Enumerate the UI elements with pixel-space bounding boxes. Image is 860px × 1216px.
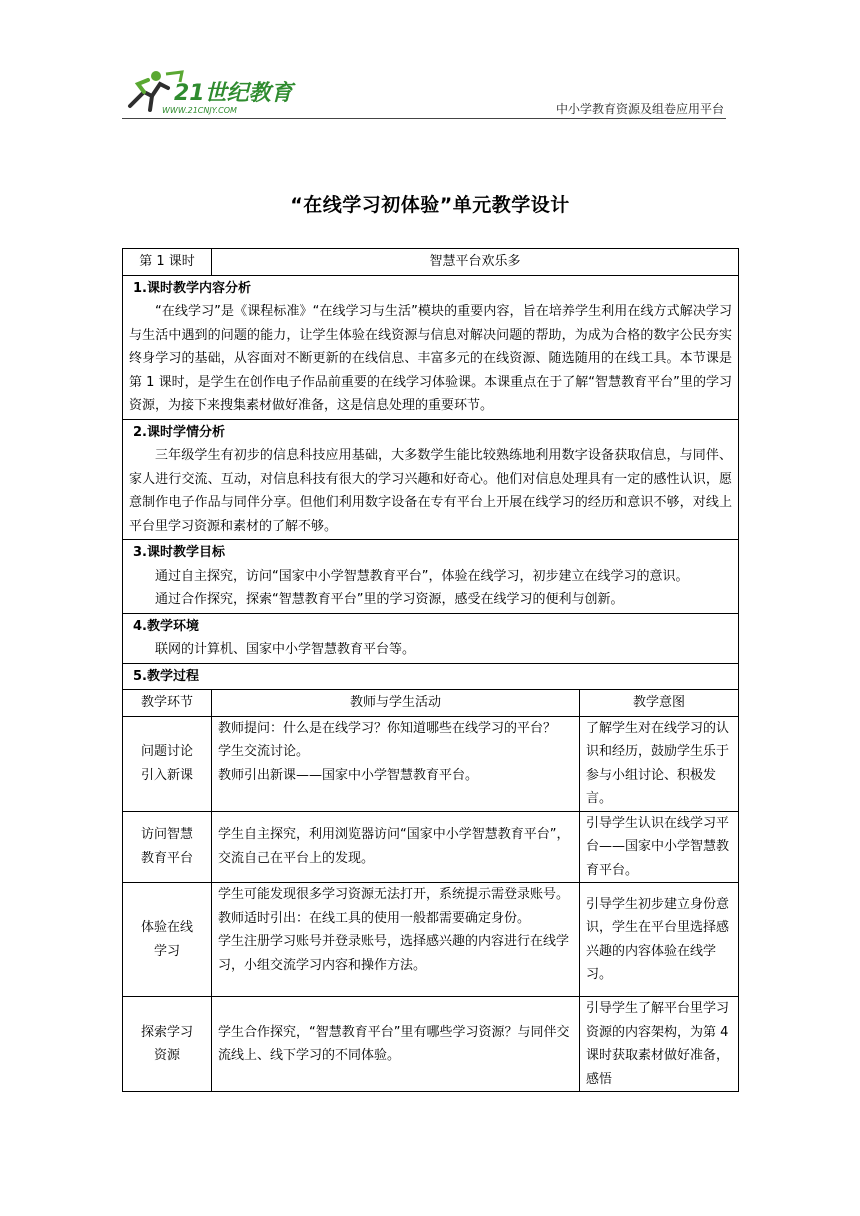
- process-row: [123, 716, 739, 811]
- runner-logo-icon: [122, 66, 322, 116]
- activity-cell: [212, 883, 580, 997]
- svg-text:21世纪教育: 21世纪教育: [174, 81, 293, 106]
- section-text: 三年级学生有初步的信息科技应用基础，大多数学生能比较熟练地利用数字设备获取信息，与同伴、家人进行交流、互动，对信息科技有很大的学习兴趣和好奇心。他们对信息处理具有一定的感性认识，愿意制作电子作品与同伴分享。但他们利用数字设备在专有平台上开展在线学习的经历和意识不够，对线上平台里学习资源和素材的了解不够。: [129, 448, 733, 534]
- section-text: “在线学习”是《课程标准》“在线学习与生活”模块的重要内容，旨在培养学生利用在线方式解决学习与生活中遇到的问题的能力，让学生体验在线资源与信息对解决问题的帮助，为成为合格的数字公民夯实终身学习的基础，从容面对不断更新的在线信息、丰富多元的在线资源、随选随用的在线工具。本节课是第 1 课时，是学生在创作电子作品前重要的在线学习体验课。本课重点在于了解“智慧教育平台”里的学习资源，为接下来搜集素材做好准备，这是信息处理的重要环节。: [129, 304, 733, 413]
- header-divider: [122, 118, 726, 119]
- stage-name-line: 探索学习: [140, 1024, 193, 1040]
- activity-line: 学生自主探究，利用浏览器访问“国家中小学智慧教育平台”，交流自己在平台上的发现。: [218, 827, 570, 866]
- activity-line: 教师提问：什么是在线学习？你知道哪些在线学习的平台？: [218, 720, 557, 736]
- document-title: “在线学习初体验”单元教学设计: [290, 194, 570, 216]
- lesson-label: 第 1 课时: [123, 249, 212, 276]
- intent-cell: 引导学生了解平台里学习资源的内容架构，为第 4 课时获取素材做好准备，感悟: [580, 997, 739, 1092]
- section-heading: 5.教学过程: [133, 668, 199, 684]
- section-process-heading-row: [123, 663, 739, 690]
- objective-1: 通过自主探究，访问“国家中小学智慧教育平台”，体验在线学习，初步建立在线学习的意识。: [155, 568, 689, 584]
- lesson-row: [123, 249, 739, 276]
- column-header: 教学环节: [123, 690, 212, 717]
- stage-name-line: 体验在线: [140, 920, 193, 935]
- section-heading: 1.课时教学内容分析: [133, 280, 251, 296]
- stage-name-line: 学习: [153, 943, 180, 959]
- activity-line: 学生可能发现很多学习资源无法打开，系统提示需登录账号。: [218, 887, 570, 902]
- activity-line: 学生注册学习账号并登录账号，选择感兴趣的内容进行在线学习，小组交流学习内容和操作方法。: [218, 934, 570, 973]
- activity-cell: [212, 811, 580, 883]
- stage-cell: [123, 883, 212, 997]
- intent-cell: 了解学生对在线学习的认识和经历，鼓励学生乐于参与小组讨论、积极发言。: [580, 716, 739, 811]
- process-header-row: [123, 690, 739, 717]
- lesson-name: 智慧平台欢乐多: [212, 249, 739, 276]
- stage-name-line: 引入新课: [140, 767, 193, 783]
- process-row: [123, 811, 739, 883]
- stage-cell: [123, 716, 212, 811]
- activity-line: 教师适时引出：在线工具的使用一般都需要确定身份。: [218, 910, 531, 926]
- stage-cell: [123, 997, 212, 1092]
- platform-name: 中小学教育资源及组卷应用平台: [555, 102, 724, 116]
- section-heading: 4.教学环境: [133, 618, 199, 634]
- column-header: 教师与学生活动: [212, 690, 580, 717]
- stage-name-line: 资源: [153, 1048, 180, 1063]
- stage-name-line: 教育平台: [140, 850, 193, 866]
- section-heading: 2.课时学情分析: [133, 424, 225, 440]
- activity-line: 学生合作探究，“智慧教育平台”里有哪些学习资源？与同伴交流线上、线下学习的不同体验。: [218, 1024, 570, 1063]
- process-row: [123, 883, 739, 997]
- section-text: 联网的计算机、国家中小学智慧教育平台等。: [155, 642, 416, 657]
- activity-line: 教师引出新课——国家中小学智慧教育平台。: [218, 767, 479, 783]
- intent-cell: 引导学生认识在线学习平台——国家中小学智慧教育平台。: [580, 811, 739, 883]
- section-student-analysis: [123, 419, 739, 540]
- activity-cell: [212, 997, 580, 1092]
- stage-name-line: 问题讨论: [140, 744, 193, 759]
- logo: [122, 66, 322, 116]
- activity-cell: [212, 716, 580, 811]
- section-heading: 3.课时教学目标: [133, 545, 225, 560]
- svg-text:WWW.21CNJY.COM: WWW.21CNJY.COM: [162, 106, 237, 115]
- lesson-design-table: [122, 248, 739, 1092]
- activity-line: 学生交流讨论。: [218, 744, 310, 759]
- intent-cell: 引导学生初步建立身份意识，学生在平台里选择感兴趣的内容体验在线学习。: [580, 883, 739, 997]
- stage-name-line: 访问智慧: [140, 827, 193, 843]
- section-content-analysis: [123, 275, 739, 419]
- stage-cell: [123, 811, 212, 883]
- page-header: [122, 66, 726, 118]
- column-header: 教学意图: [580, 690, 739, 717]
- objective-2: 通过合作探究，探索“智慧教育平台”里的学习资源，感受在线学习的便利与创新。: [155, 592, 624, 607]
- process-row: [123, 997, 739, 1092]
- section-environment: [123, 613, 739, 663]
- section-objectives: [123, 540, 739, 614]
